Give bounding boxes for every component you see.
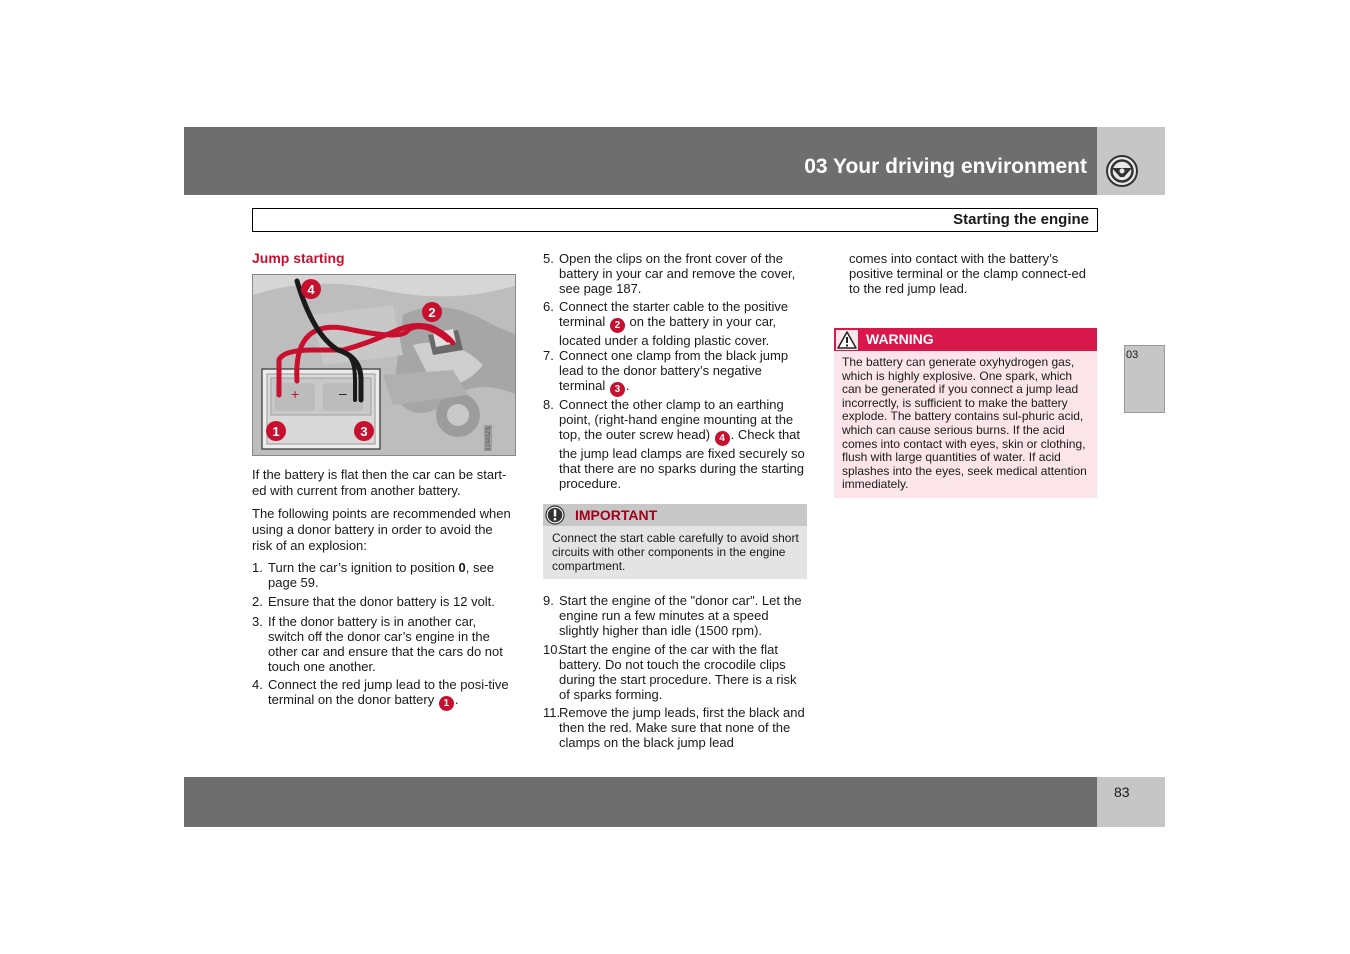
step-number: 6. xyxy=(543,299,554,314)
svg-text:2: 2 xyxy=(428,305,436,320)
step-number: 3. xyxy=(252,614,263,629)
minus-sign: – xyxy=(339,385,347,401)
footer-band xyxy=(184,777,1097,827)
callout-2 xyxy=(422,302,442,322)
jump-starting-heading: Jump starting xyxy=(252,250,345,266)
step-number: 2. xyxy=(252,594,263,609)
important-header xyxy=(543,504,807,526)
important-title: IMPORTANT xyxy=(575,507,658,523)
figure-code: 3104323j xyxy=(486,426,492,451)
step-number: 10. xyxy=(543,642,562,657)
important-text: Connect the start cable carefully to avoid short circuits with other components in the engine compartment. xyxy=(552,531,799,573)
intro-paragraph-2: The following points are recommended when using a donor battery in order to avoid the risk of an explosion: xyxy=(252,506,511,553)
warning-box xyxy=(834,328,1097,498)
step-number: 1. xyxy=(252,560,263,575)
warning-title: WARNING xyxy=(866,331,934,347)
plus-sign: + xyxy=(291,386,300,402)
section-title: Starting the engine xyxy=(953,211,1089,228)
svg-text:1: 1 xyxy=(272,424,280,439)
callout-badge-3: 3 xyxy=(610,382,625,397)
callout-badge-4: 4 xyxy=(715,431,730,446)
warning-triangle-icon xyxy=(836,330,858,350)
step-11-continued: comes into contact with the battery’s positive terminal or the clamp connect-ed to the red jump lead. xyxy=(849,251,1087,296)
chapter-icon-box xyxy=(1097,127,1165,195)
section-bar xyxy=(252,208,1098,232)
intro-paragraph-1: If the battery is flat then the car can be start-ed with current from another battery. xyxy=(252,467,507,498)
step-number: 4. xyxy=(252,677,263,692)
step-number: 9. xyxy=(543,593,554,608)
engine-bay-illustration xyxy=(253,275,516,456)
callout-3 xyxy=(354,421,374,441)
svg-text:3: 3 xyxy=(360,424,368,439)
callout-badge-1: 1 xyxy=(439,696,454,711)
step-number: 8. xyxy=(543,397,554,412)
warning-header xyxy=(834,328,1097,351)
warning-text: The battery can generate oxyhydrogen gas, which is highly explosive. One spark, which can be generated if you connect a jump lead incorrectly, is sufficient to make the battery explode. The battery contains sul-phuric acid, which can cause serious burns. If the acid comes into contact with eyes, skin or clothing, flush with large quantities of water. If acid splashes into the eyes, seek medical attention immediately. xyxy=(842,355,1087,492)
steering-wheel-icon xyxy=(1097,127,1165,195)
step-number: 5. xyxy=(543,251,554,266)
exclamation-icon xyxy=(545,505,565,525)
jump-start-figure xyxy=(252,274,516,456)
step-number: 7. xyxy=(543,348,554,363)
callout-badge-2: 2 xyxy=(610,318,625,333)
callout-4 xyxy=(301,279,321,299)
page-number-box xyxy=(1097,777,1165,827)
chapter-title: 03 Your driving environment xyxy=(804,155,1087,178)
step-number: 11. xyxy=(543,705,561,720)
important-box xyxy=(543,504,807,579)
page-number: 83 xyxy=(1114,784,1130,800)
svg-text:4: 4 xyxy=(307,282,315,297)
side-tab-label: 03 xyxy=(1126,349,1139,361)
callout-1 xyxy=(266,421,286,441)
